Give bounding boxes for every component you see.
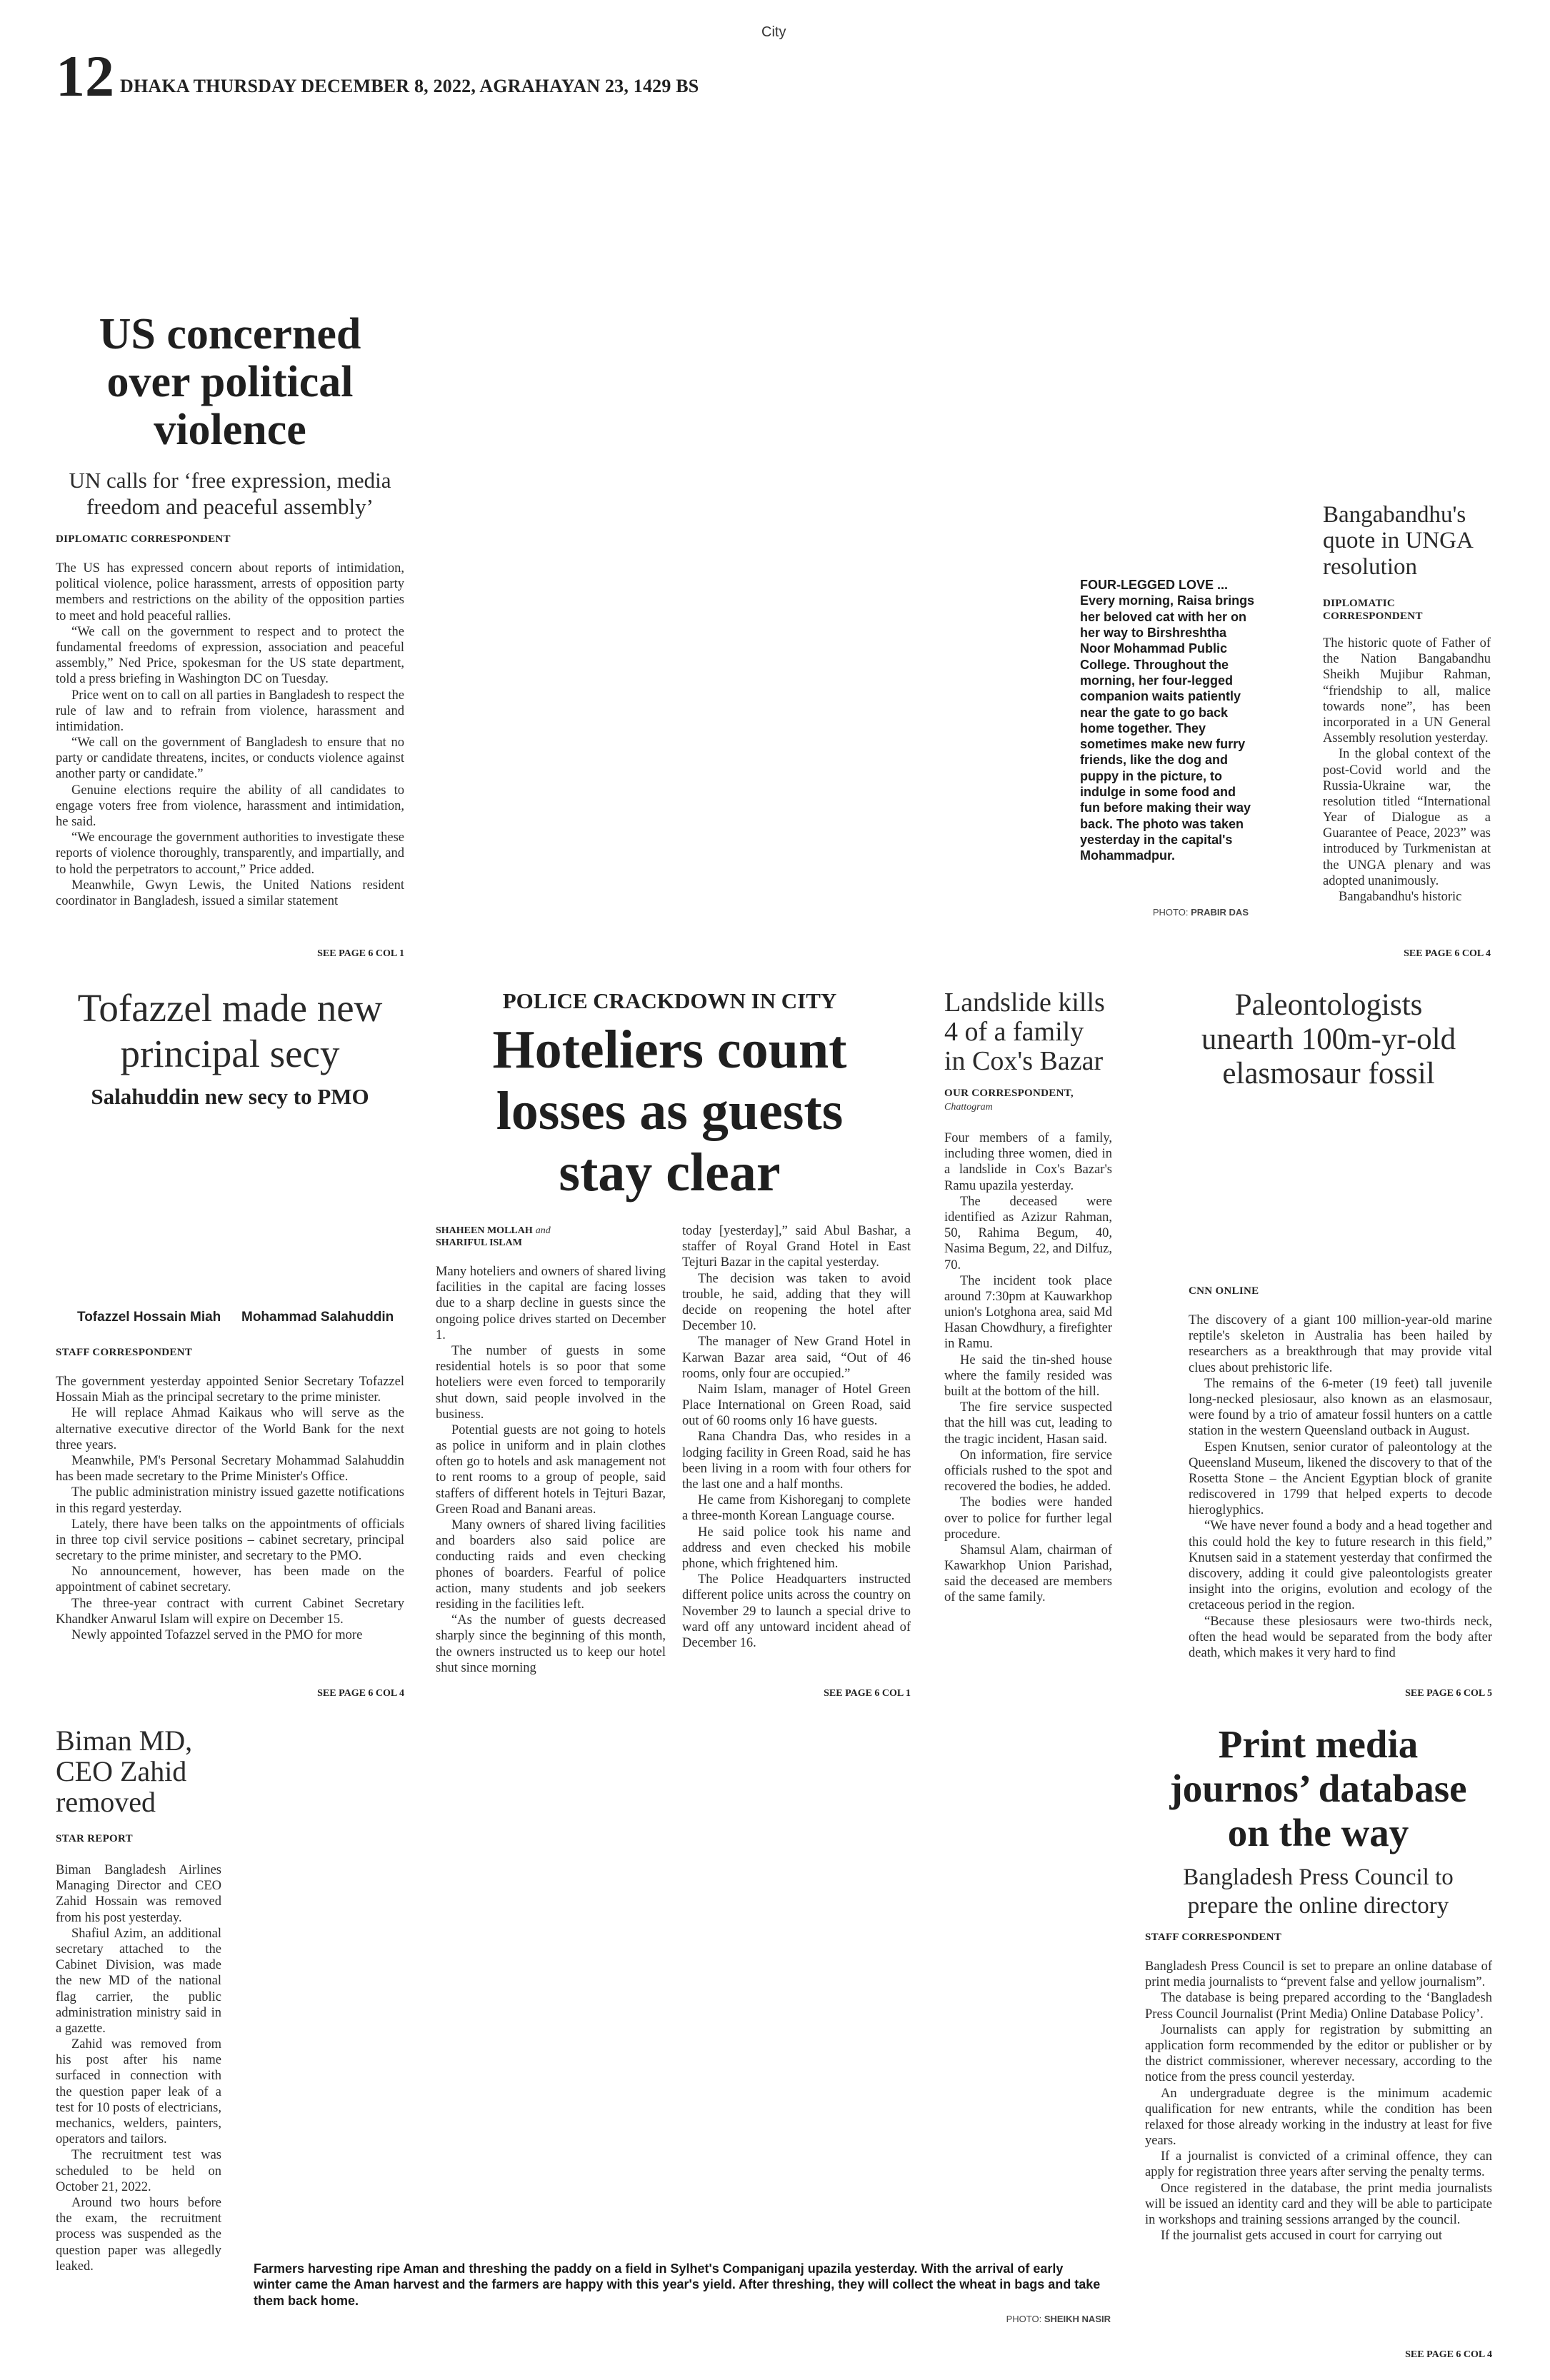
- page-number: 12: [56, 44, 114, 109]
- story-biman-byline: STAR REPORT: [56, 1833, 133, 1844]
- story-tofazzel-headline: Tofazzel made new principal secy: [77, 986, 383, 1075]
- story-us-deck: UN calls for ‘free expression, media freedom and peaceful assembly’: [69, 467, 391, 520]
- story-us-headline: US concerned over political violence: [99, 310, 361, 454]
- photo-farmers-credit: PHOTO: SHEIKH NASIR: [1006, 2314, 1111, 2324]
- story-hoteliers-col1: Many hoteliers and owners of shared living facilities in the capital are facing losses due to a sharp decline in guests since the ongoing police drives started on December 1. The number of guests in some residential hotels is so poor that some hoteliers were even forced to temporarily shut down, said people involved in the business. Potential guests are not going to hotels as police in uniform and in plain clothes often go to hotels and ask management not to rent rooms to a group of people, said staffers of different hotels in Tejturi Bazar, Green Road and Banani areas. Many owners of shared living facilities and boarders also said police are conducting raids and even checking phones of boarders. Fearful of police action, many students and job seekers residing in the facilities left. “As the number of guests decreased sharply since the beginning of this month, the owners instructed us to keep our hotel shut since morning: [436, 1265, 666, 1675]
- story-bangabandhu-body: The historic quote of Father of the Nation Bangabandhu Sheikh Mujibur Rahman, “friendship to all, malice towards none”, has been incorporated in a UN General Assembly resolution yesterday. In the global context of the post-Covid world and the Russia-Ukraine war, the resolution titled “International Year of Dialogue as a Guarantee of Peace, 2023” was introduced by Turkmenistan at the UNGA plenary and was adopted unanimously. Bangabandhu's historic: [1323, 636, 1491, 904]
- story-landslide-body: Four members of a family, including three women, died in a landslide in Cox's Bazar's Ramu upazila yesterday. The deceased were identified as Azizur Rahman, 50, Rahima Begum, 40, Nasima Begum, 22, and Dilfuz, 70. The incident took place around 7:30pm at Kauwarkhop union's Lotghona area, said Md Hasan Chowdhury, a firefighter in Ramu. He said the tin-shed house where the family resided was built at the bottom of the hill. The fire service suspected that the hill was cut, leading to the tragic incident, Hasan said. On information, fire service officials rushed to the spot and recovered the bodies, he added. The bodies were handed over to police for further legal procedure. Shamsul Alam, chairman of Kawarkhop Union Parishad, said the deceased are members of the same family.: [944, 1131, 1112, 1605]
- story-tofazzel-byline: STAFF CORRESPONDENT: [56, 1347, 193, 1358]
- section-label: City: [761, 24, 786, 40]
- story-bangabandhu-continued[interactable]: SEE PAGE 6 COL 4: [1404, 948, 1491, 959]
- story-landslide-headline: Landslide kills 4 of a family in Cox's Bazar: [944, 988, 1105, 1077]
- story-hoteliers-byline: SHAHEEN MOLLAH and SHARIFUL ISLAM: [436, 1225, 551, 1248]
- story-us-body: The US has expressed concern about reports of intimidation, political violence, police harassment, arrests of opposition party members and restrictions on the ability of the opposition parties to meet and hold peaceful rallies. “We call on the government to respect and to protect the fundamental freedoms of expression, association and peaceful assembly,” Ned Price, spokesman for the US state department, told a press briefing in Washington DC on Tuesday. Price went on to call on all parties in Bangladesh to respect the rule of law and to refrain from violence, harassment and intimidation. “We call on the government of Bangladesh to ensure that no party or candidate threatens, incites, or conducts violence against another party or candidate.” Genuine elections require the ability of all candidates to engage voters free from violence, harassment and intimidation, he said. “We encourage the government authorities to investigate these reports of violence thoroughly, transparently, and impartially, and to hold the perpetrators to account,” Price added. Meanwhile, Gwyn Lewis, the United Nations resident coordinator in Bangladesh, issued a similar statement: [56, 561, 404, 908]
- story-fossil-continued[interactable]: SEE PAGE 6 COL 5: [1405, 1688, 1492, 1699]
- story-tofazzel-body: The government yesterday appointed Senior Secretary Tofazzel Hossain Miah as the principal secretary to the prime minister. He will replace Ahmad Kaikaus who will serve as the alternative executive director of the World Bank for the next three years. Meanwhile, PM's Personal Secretary Mohammad Salahuddin has been made secretary to the Prime Minister's Office. The public administration ministry issued gazette notifications in this regard yesterday. Lately, there have been talks on the appointments of officials in three top civil service positions – cabinet secretary, principal secretary to the prime minister, and secretary to the PMO. No announcement, however, has been made on the appointment of cabinet secretary. The three-year contract with current Cabinet Secretary Khandker Anwarul Islam will expire on December 15. Newly appointed Tofazzel served in the PMO for more: [56, 1375, 404, 1642]
- photo-cat-caption: FOUR-LEGGED LOVE ... Every morning, Raisa brings her beloved cat with her on her way to Birshreshtha Noor Mohammad Public College. Throughout the morning, her four-legged companion waits patiently near the gate to go back home together. They sometimes make new furry friends, like the dog and puppy in the picture, to indulge in some food and fun before making their way back. The photo was taken yesterday in the capital's Mohammadpur.: [1080, 578, 1255, 863]
- story-bangabandhu-byline: DIPLOMATIC CORRESPONDENT: [1323, 598, 1423, 622]
- story-fossil-body: The discovery of a giant 100 million-year-old marine reptile's skeleton in Australia has been hailed by researchers as a breakthrough that may provide vital clues about prehistoric life. The remains of the 6-meter (19 feet) tall juvenile long-necked plesiosaur, also known as an elasmosaur, were found by a trio of amateur fossil hunters on a cattle station in the western Queensland outback in August. Espen Knutsen, senior curator of paleontology at the Queensland Museum, likened the discovery to that of the Rosetta Stone – the Ancient Egyptian block of granite rediscovered in 1799 that helped experts to decode hieroglyphics. “We have never found a body and a head together and this could hold the key to future research in this field,” Knutsen said in a statement yesterday that confirmed the discovery, adding it could give paleontologists greater insight into the origins, evolution and ecology of the cretaceous period in the region. “Because these plesiosaurs were two-thirds neck, often the head would be separated from the body after death, which makes it very hard to find: [1189, 1313, 1492, 1660]
- story-print-headline: Print media journos’ database on the way: [1169, 1722, 1467, 1855]
- story-fossil-byline: CNN ONLINE: [1189, 1285, 1259, 1297]
- dateline: DHAKA THURSDAY DECEMBER 8, 2022, AGRAHAYAN 23, 1429 BS: [120, 76, 699, 96]
- story-print-byline: STAFF CORRESPONDENT: [1145, 1932, 1282, 1943]
- story-landslide-place: Chattogram: [944, 1102, 993, 1113]
- story-hoteliers-kicker: POLICE CRACKDOWN IN CITY: [502, 988, 837, 1013]
- photo-cat-credit: PHOTO: PRABIR DAS: [1152, 907, 1249, 918]
- story-print-body: Bangladesh Press Council is set to prepare an online database of print media journalists to “prevent false and yellow journalism”. The database is being prepared according to the ‘Bangladesh Press Council Journalist (Print Media) Online Database Policy’. Journalists can apply for registration by submitting an application form recommended by the editor or publisher or by the district commissioner, wherever necessary, according to the notice from the press council yesterday. An undergraduate degree is the minimum academic qualification for new entrants, while the condition has been relaxed for those already working in the industry at least for five years. If a journalist is convicted of a criminal offence, they can apply for registration three years after serving the penalty terms. Once registered in the database, the print media journalists will be issued an identity card and they will be able to participate in workshops and training sessions arranged by the council. If the journalist gets accused in court for carrying out: [1145, 1959, 1492, 2244]
- story-us-concerned: [56, 311, 404, 520]
- story-hoteliers-col2: today [yesterday],” said Abul Bashar, a staffer of Royal Grand Hotel in East Tejturi Bazar in the capital yesterday. The decision was taken to avoid trouble, he said, adding that they will decide on reopening the hotel after December 10. The manager of New Grand Hotel in Karwan Bazar area said, “Out of 46 rooms, only four are occupied.” Naim Islam, manager of Hotel Green Place International on Green Road, said out of 60 rooms only 16 have guests. Rana Chandra Das, who resides in a lodging facility in Green Road, said he has been living in a room with four others for the last one and a half months. He came from Kishoreganj to complete a three-month Korean Language course. He said police took his name and address and even checked his mobile phone, which frightened him. The Police Headquarters instructed different police units across the country on November 29 to launch a special drive to ward off any untoward incident ahead of December 16.: [682, 1224, 911, 1650]
- story-tofazzel-deck: Salahuddin new secy to PMO: [91, 1084, 369, 1109]
- story-landslide-byline: OUR CORRESPONDENT,: [944, 1088, 1074, 1099]
- story-biman-body: Biman Bangladesh Airlines Managing Director and CEO Zahid Hossain was removed from his post yesterday. Shafiul Azim, an additional secretary attached to the Cabinet Division, was made the new MD of the national flag carrier, the public administration ministry said in a gazette. Zahid was removed from his post after his name surfaced in connection with the question paper leak of a test for 10 posts of electricians, mechanics, welders, painters, operators and tailors. The recruitment test was scheduled to be held on October 21, 2022. Around two hours before the exam, the recruitment process was suspended as the question paper was allegedly leaked.: [56, 1863, 221, 2274]
- story-us-continued[interactable]: SEE PAGE 6 COL 1: [317, 948, 404, 959]
- story-biman-headline: Biman MD, CEO Zahid removed: [56, 1724, 193, 1819]
- story-hoteliers-continued[interactable]: SEE PAGE 6 COL 1: [824, 1688, 911, 1699]
- story-tofazzel-continued[interactable]: SEE PAGE 6 COL 4: [317, 1688, 404, 1699]
- photo-name-tofazzel: Tofazzel Hossain Miah: [77, 1310, 221, 1325]
- photo-farmers-caption: Farmers harvesting ripe Aman and threshing the paddy on a field in Sylhet's Companiganj upazila yesterday. With the arrival of early winter came the Aman harvest and the farmers are happy with this year's yield. After threshing, they will collect the wheat in bags and take them back home.: [254, 2261, 1101, 2308]
- story-print-deck: Bangladesh Press Council to prepare the online directory: [1183, 1864, 1454, 1919]
- photo-name-salahuddin: Mohammad Salahuddin: [241, 1310, 394, 1325]
- story-us-byline: DIPLOMATIC CORRESPONDENT: [56, 533, 231, 545]
- story-hoteliers-headline: Hoteliers count losses as guests stay clear: [492, 1020, 847, 1202]
- story-fossil-headline: Paleontologists unearth 100m-yr-old elasmosaur fossil: [1201, 988, 1456, 1091]
- story-print-continued[interactable]: SEE PAGE 6 COL 4: [1405, 2349, 1492, 2360]
- story-bangabandhu-headline: Bangabandhu's quote in UNGA resolution: [1323, 502, 1474, 580]
